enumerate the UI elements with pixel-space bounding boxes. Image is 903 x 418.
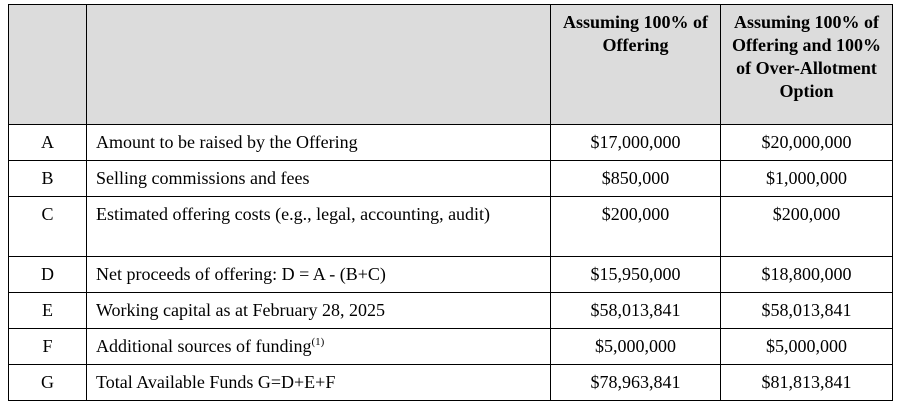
row-description: Total Available Funds G=D+E+F <box>87 365 551 401</box>
row-value-offering: $850,000 <box>551 161 721 197</box>
row-value-offering: $17,000,000 <box>551 125 721 161</box>
table-row <box>9 125 893 161</box>
row-value-offering: $5,000,000 <box>551 329 721 365</box>
row-description: Selling commissions and fees <box>87 161 551 197</box>
row-value-overallotment: $18,800,000 <box>721 257 893 293</box>
row-letter: D <box>9 257 87 293</box>
row-description <box>87 329 551 365</box>
row-description: Estimated offering costs (e.g., legal, accounting, audit) <box>87 197 551 257</box>
row-letter: E <box>9 293 87 329</box>
table-row <box>9 197 893 257</box>
row-letter: B <box>9 161 87 197</box>
row-value-offering: $200,000 <box>551 197 721 257</box>
row-value-overallotment: $20,000,000 <box>721 125 893 161</box>
use-of-proceeds-table <box>8 4 893 401</box>
table-row <box>9 293 893 329</box>
row-description-text: Additional sources of funding <box>96 336 312 356</box>
table-row <box>9 257 893 293</box>
row-letter: G <box>9 365 87 401</box>
row-description: Net proceeds of offering: D = A - (B+C) <box>87 257 551 293</box>
table-row <box>9 161 893 197</box>
footnote-marker: (1) <box>311 336 325 348</box>
row-value-overallotment: $1,000,000 <box>721 161 893 197</box>
header-letter-cell <box>9 5 87 125</box>
row-value-overallotment: $5,000,000 <box>721 329 893 365</box>
header-100-offering-overallotment: Assuming 100% of Offering and 100% of Over-Allotment Option <box>721 5 893 125</box>
row-value-offering: $78,963,841 <box>551 365 721 401</box>
row-letter: A <box>9 125 87 161</box>
row-letter: F <box>9 329 87 365</box>
row-letter: C <box>9 197 87 257</box>
row-value-offering: $58,013,841 <box>551 293 721 329</box>
table-row <box>9 365 893 401</box>
table-header-row <box>9 5 893 125</box>
row-value-overallotment: $81,813,841 <box>721 365 893 401</box>
row-description: Amount to be raised by the Offering <box>87 125 551 161</box>
header-description-cell <box>87 5 551 125</box>
row-description: Working capital as at February 28, 2025 <box>87 293 551 329</box>
row-value-offering: $15,950,000 <box>551 257 721 293</box>
row-value-overallotment: $200,000 <box>721 197 893 257</box>
header-100-offering: Assuming 100% of Offering <box>551 5 721 125</box>
row-value-overallotment: $58,013,841 <box>721 293 893 329</box>
table-row <box>9 329 893 365</box>
